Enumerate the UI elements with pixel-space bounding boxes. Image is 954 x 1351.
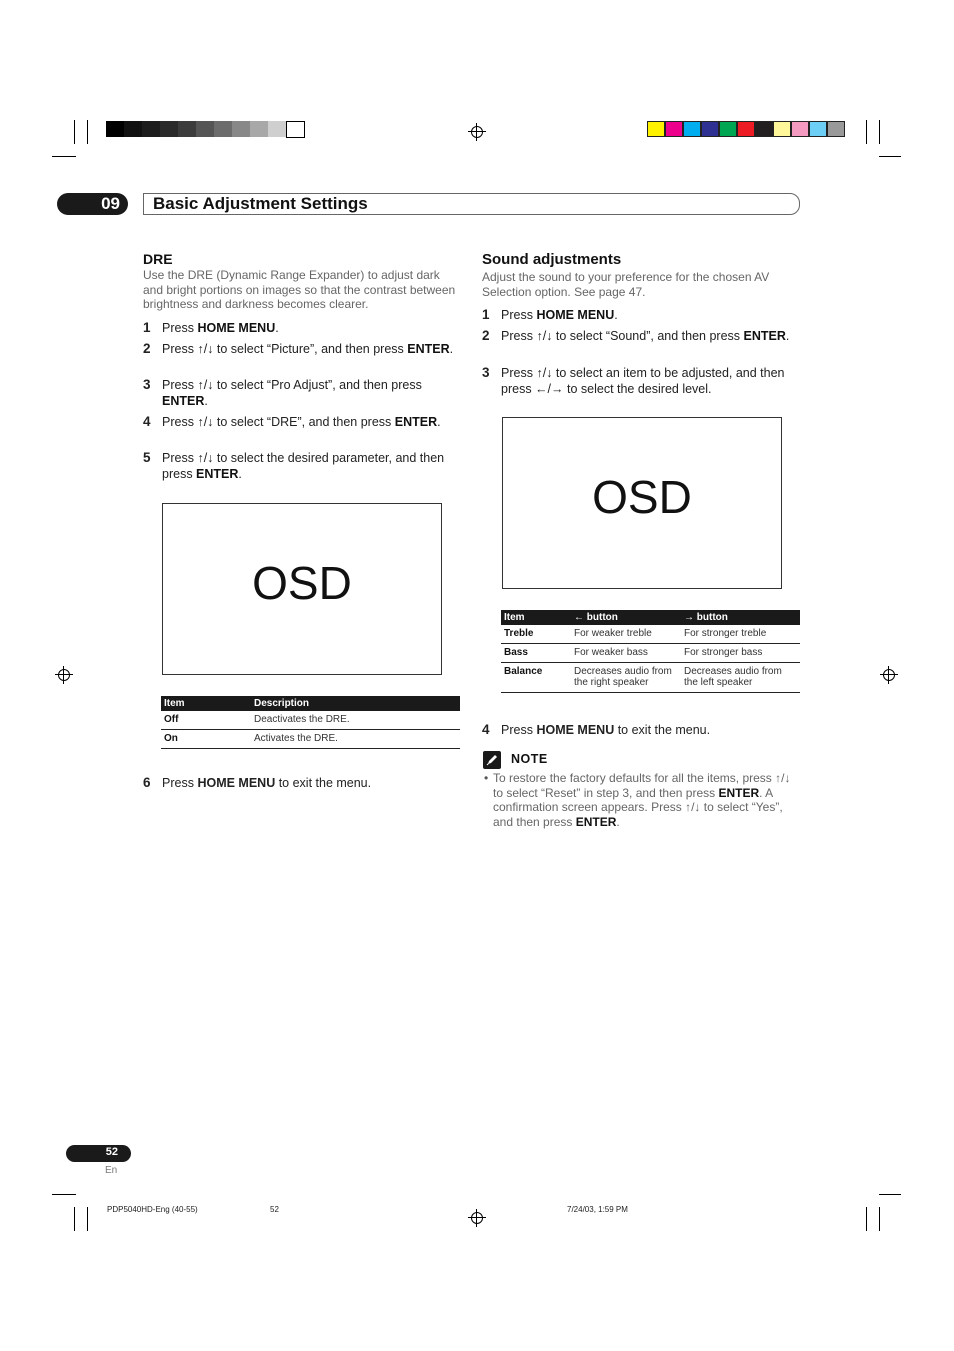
osd-placeholder: OSD bbox=[502, 417, 782, 589]
sound-step-1: 1 Press HOME MENU. bbox=[482, 307, 618, 322]
crop-mark bbox=[879, 1207, 880, 1231]
table-cell: For weaker treble bbox=[571, 625, 681, 644]
table-cell: Bass bbox=[501, 644, 571, 663]
crop-mark bbox=[74, 120, 75, 144]
dre-step-4: 4 Press ↑/↓ to select “DRE”, and then press ENTER. bbox=[143, 414, 441, 429]
table-row bbox=[161, 711, 460, 730]
table-cell: For stronger bass bbox=[681, 644, 800, 663]
table-cell: Off bbox=[161, 711, 251, 730]
color-swatch bbox=[791, 121, 809, 137]
gray-swatch bbox=[250, 121, 268, 137]
gray-swatch bbox=[142, 121, 160, 137]
note-title: NOTE bbox=[511, 752, 548, 766]
page-number: 52 bbox=[105, 1146, 118, 1158]
table-cell: For stronger treble bbox=[681, 625, 800, 644]
dre-step-1: 1 Press HOME MENU. bbox=[143, 320, 279, 335]
dre-step-2: 2 Press ↑/↓ to select “Picture”, and then press ENTER. bbox=[143, 341, 454, 356]
table-header: → button bbox=[681, 610, 800, 625]
dre-step-6: 6 Press HOME MENU to exit the menu. bbox=[143, 775, 372, 790]
footer-file: PDP5040HD-Eng (40-55) bbox=[107, 1205, 198, 1214]
crop-mark bbox=[52, 156, 76, 157]
table-cell: Activates the DRE. bbox=[251, 730, 460, 749]
gray-swatch bbox=[268, 121, 286, 137]
table-cell: Decreases audio from the right speaker bbox=[571, 663, 681, 693]
gray-swatch bbox=[178, 121, 196, 137]
color-swatch bbox=[701, 121, 719, 137]
dre-heading: DRE bbox=[143, 251, 173, 267]
registration-mark-icon bbox=[880, 666, 898, 684]
table-row bbox=[501, 625, 800, 644]
gray-swatch bbox=[286, 121, 305, 138]
color-swatch bbox=[737, 121, 755, 137]
chapter-title-bar bbox=[143, 193, 800, 215]
crop-mark bbox=[866, 1207, 867, 1231]
crop-mark bbox=[879, 120, 880, 144]
osd-placeholder: OSD bbox=[162, 503, 442, 675]
color-swatch bbox=[773, 121, 791, 137]
gray-swatch bbox=[196, 121, 214, 137]
table-header: Item bbox=[501, 610, 571, 625]
table-header: ← button bbox=[571, 610, 681, 625]
sound-intro: Adjust the sound to your preference for the chosen AV Selection option. See page 47. bbox=[482, 270, 770, 299]
table-row bbox=[501, 644, 800, 663]
color-swatch bbox=[755, 121, 773, 137]
dre-table bbox=[161, 696, 460, 749]
table-row bbox=[161, 730, 460, 749]
sound-step-3: 3 Press ↑/↓ to select an item to be adjusted, and then press ←/→ to select the desired level. bbox=[482, 365, 785, 396]
gray-swatch bbox=[124, 121, 142, 137]
crop-mark bbox=[87, 1207, 88, 1231]
table-header: Item bbox=[161, 696, 251, 711]
registration-mark-icon bbox=[55, 666, 73, 684]
table-row bbox=[501, 663, 800, 693]
table-cell: On bbox=[161, 730, 251, 749]
color-swatch bbox=[683, 121, 701, 137]
crop-mark bbox=[879, 156, 901, 157]
sound-step-4: 4 Press HOME MENU to exit the menu. bbox=[482, 722, 711, 737]
chapter-title: Basic Adjustment Settings bbox=[153, 194, 368, 213]
gray-swatch bbox=[232, 121, 250, 137]
sound-heading: Sound adjustments bbox=[482, 251, 622, 268]
color-swatch bbox=[827, 121, 845, 137]
registration-mark-icon bbox=[468, 1209, 486, 1227]
color-swatch bbox=[647, 121, 665, 137]
gray-swatch bbox=[160, 121, 178, 137]
dre-intro: Use the DRE (Dynamic Range Expander) to adjust dark and bright portions on images so that the contrast between brightness and darkness becomes clearer. bbox=[143, 268, 456, 311]
language-label: En bbox=[105, 1165, 118, 1176]
table-cell: Decreases audio from the left speaker bbox=[681, 663, 800, 693]
crop-mark bbox=[879, 1194, 901, 1195]
crop-mark bbox=[87, 120, 88, 144]
gray-swatch bbox=[214, 121, 232, 137]
dre-step-3: 3 Press ↑/↓ to select “Pro Adjust”, and then press ENTER. bbox=[143, 377, 422, 408]
dre-step-5: 5 Press ↑/↓ to select the desired parameter, and then press ENTER. bbox=[143, 450, 445, 481]
registration-mark-icon bbox=[468, 123, 486, 141]
gray-swatch bbox=[106, 121, 124, 137]
table-cell: Treble bbox=[501, 625, 571, 644]
crop-mark bbox=[74, 1207, 75, 1231]
page-number-badge bbox=[66, 1145, 131, 1162]
sound-step-2: 2 Press ↑/↓ to select “Sound”, and then press ENTER. bbox=[482, 328, 790, 343]
table-cell: Balance bbox=[501, 663, 571, 693]
footer-file-page: 52 bbox=[270, 1205, 279, 1214]
note-text: To restore the factory defaults for all the items, press ↑/↓ to select “Reset” in step 3, and then press ENTER. A confirmation screen appears. Press ↑/↓ to select “Yes”, and then press ENTER. bbox=[493, 771, 791, 829]
note-bullet: • bbox=[484, 771, 489, 785]
color-swatch bbox=[809, 121, 827, 137]
sound-table bbox=[501, 610, 800, 693]
color-swatch bbox=[719, 121, 737, 137]
crop-mark bbox=[52, 1194, 76, 1195]
chapter-number-badge: 09 bbox=[57, 193, 128, 215]
note-pencil-icon bbox=[483, 751, 501, 769]
color-swatch bbox=[665, 121, 683, 137]
table-cell: For weaker bass bbox=[571, 644, 681, 663]
crop-mark bbox=[866, 120, 867, 144]
table-cell: Deactivates the DRE. bbox=[251, 711, 460, 730]
table-header: Description bbox=[251, 696, 460, 711]
footer-timestamp: 7/24/03, 1:59 PM bbox=[567, 1205, 628, 1214]
